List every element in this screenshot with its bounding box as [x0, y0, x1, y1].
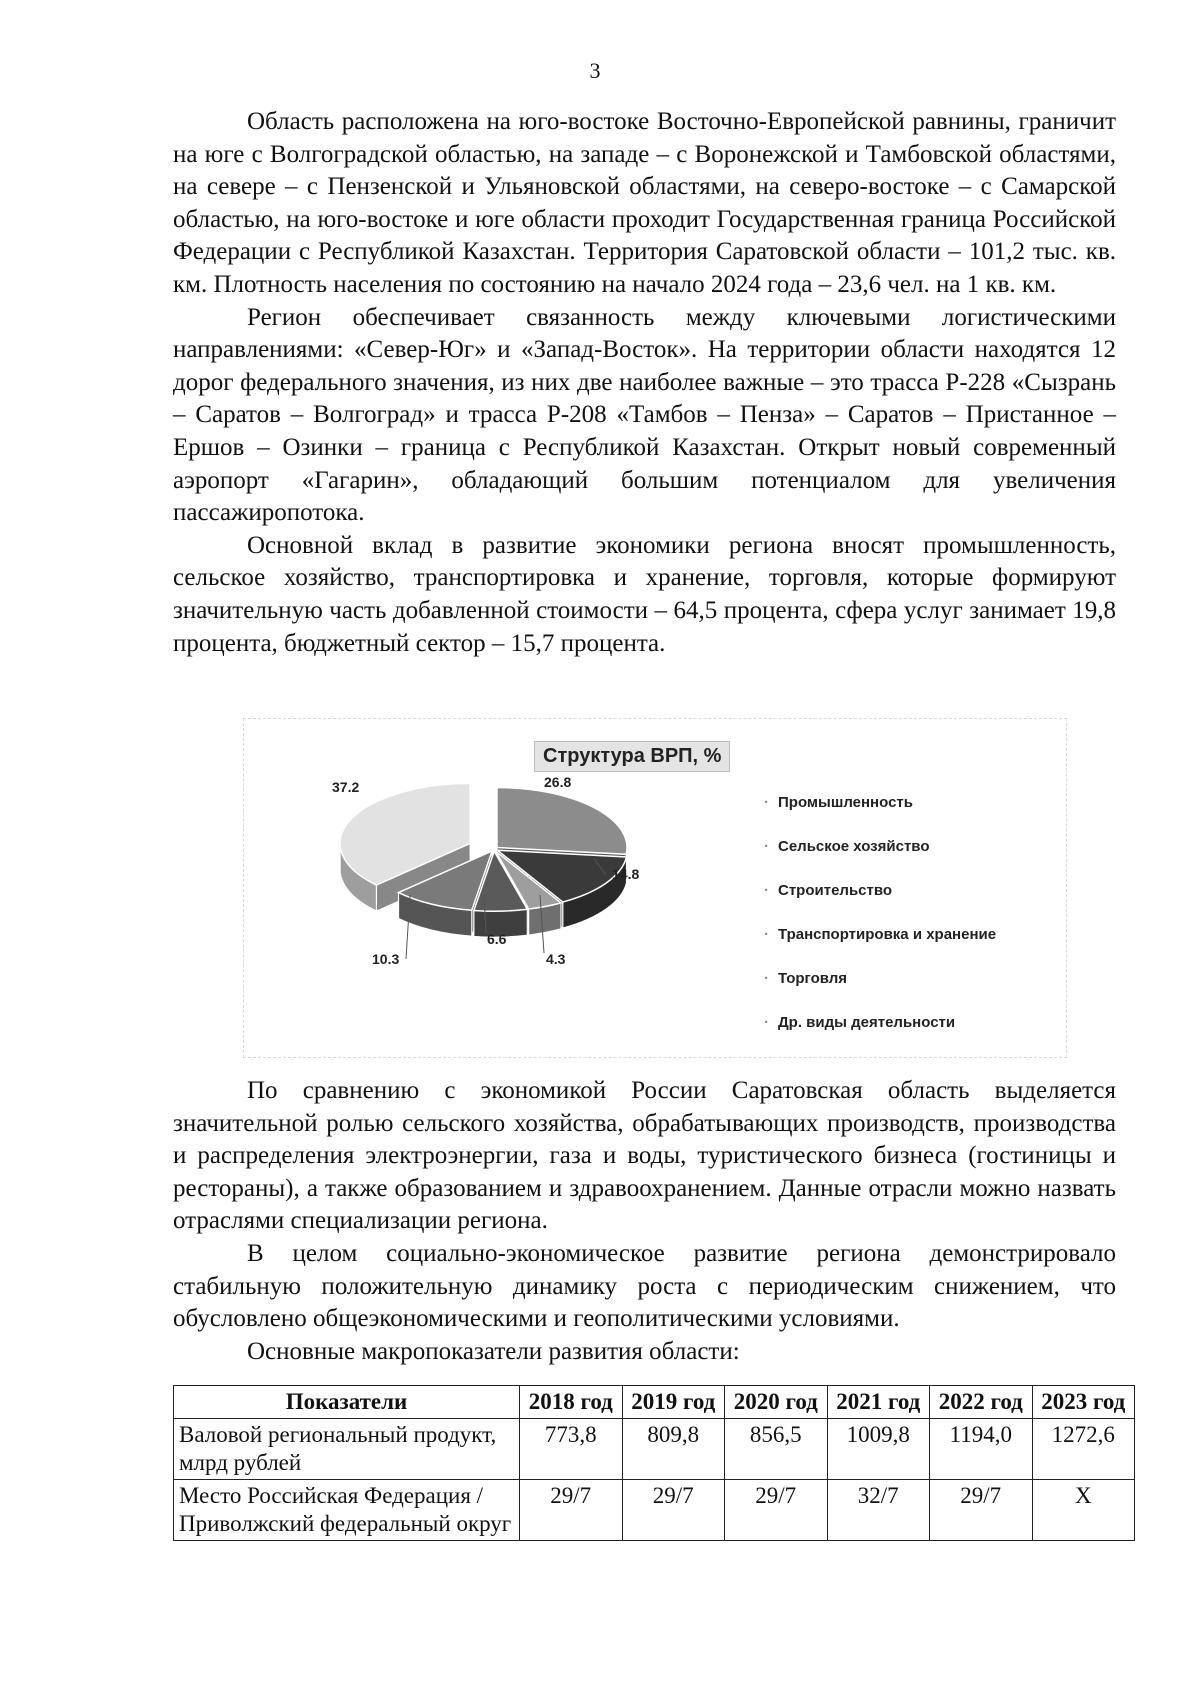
data-label: 4.3: [546, 951, 566, 967]
header-cell: 2019 год: [622, 1386, 725, 1419]
data-label: 37.2: [332, 779, 360, 795]
table-row: [174, 1480, 1135, 1541]
analysis-text: [173, 1075, 1116, 1368]
table-cell: Х: [1032, 1480, 1135, 1541]
data-label: 14.8: [612, 866, 640, 882]
table-cell: 809,8: [622, 1419, 725, 1480]
table-cell: 29/7: [725, 1480, 828, 1541]
table-header-row: [174, 1386, 1135, 1419]
table-caption: Основные макропоказатели развития области:: [247, 1337, 740, 1365]
paragraph: Область расположена на юго-востоке Восточно-Европейской равнины, граничит на юге с Волгоградской областью, на западе – с Воронежской и Тамбовской областями, на севере – с Пензенской и Ульяновской областями, на северо-востоке – с Самарской областью, на юго-востоке и юге области проходит Государственная граница Российской Федерации с Республикой Казахстан. Территория Саратовской области – 101,2 тыс. кв. км. Плотность населения по состоянию на начало 2024 года – 23,6 чел. на 1 кв. км.: [173, 108, 1116, 298]
header-cell: 2020 год: [725, 1386, 828, 1419]
table-cell: 773,8: [520, 1419, 623, 1480]
legend-item: [764, 969, 996, 1013]
legend-label: Промышленность: [778, 794, 913, 811]
data-label: 26.8: [544, 774, 572, 790]
paragraph: По сравнению с экономикой России Саратовская область выделяется значительной ролью сельского хозяйства, обрабатывающих производств, производства и распределения электроэнергии, газа и воды, туристического бизнеса (гостиницы и рестораны), а также образованием и здравоохранением. Данные отрасли можно назвать отраслями специализации региона.: [173, 1077, 1116, 1235]
paragraph: Регион обеспечивает связанность между ключевыми логистическими направлениями: «Север-Юг» и «Запад-Восток». На территории области находятся 12 дорог федерального значения, из них две наиболее важные – это трасса Р-228 «Сызрань – Саратов – Волгоград» и трасса Р-208 «Тамбов – Пенза» – Саратов – Пристанное – Ершов – Озинки – граница с Республикой Казахстан. Открыт новый современный аэропорт «Гагарин», обладающий большим потенциалом для увеличения пассажиропотока.: [173, 303, 1116, 527]
data-label: 10.3: [372, 951, 400, 967]
macro-indicators-table: [173, 1385, 1135, 1541]
legend-bullet-icon: ·: [764, 1014, 769, 1031]
header-cell: Показатели: [174, 1386, 520, 1419]
paragraph: Основной вклад в развитие экономики региона вносят промышленность, сельское хозяйство, транспортировка и хранение, торговля, которые формируют значительную часть добавленной стоимости – 64,5 процента, сфера услуг занимает 19,8 процента, бюджетный сектор – 15,7 процента.: [173, 531, 1116, 657]
legend-label: Транспортировка и хранение: [778, 926, 997, 943]
header-cell: 2022 год: [930, 1386, 1033, 1419]
pie-slice-промышленность: [497, 788, 627, 855]
table-cell: 1009,8: [827, 1419, 930, 1480]
table-cell: 856,5: [725, 1419, 828, 1480]
table-cell: 1194,0: [930, 1419, 1033, 1480]
header-cell: 2023 год: [1032, 1386, 1135, 1419]
legend-label: Сельское хозяйство: [778, 838, 930, 855]
legend-bullet-icon: ·: [764, 882, 769, 899]
table-cell: 29/7: [622, 1480, 725, 1541]
legend-bullet-icon: ·: [764, 794, 769, 811]
legend-bullet-icon: ·: [764, 926, 769, 943]
legend-bullet-icon: ·: [764, 838, 769, 855]
legend-item: [764, 1013, 996, 1057]
chart-title: Структура ВРП, %: [534, 741, 730, 772]
table-cell: 1272,6: [1032, 1419, 1135, 1480]
legend-item: [764, 837, 996, 881]
paragraph: В целом социально-экономическое развитие региона демонстрировало стабильную положительную динамику роста с периодическим снижением, что обусловлено общеэкономическими и геополитическими условиями.: [173, 1239, 1116, 1333]
legend-item: [764, 925, 996, 969]
intro-text: [173, 106, 1116, 660]
header-cell: 2021 год: [827, 1386, 930, 1419]
legend-label: Др. виды деятельности: [778, 1014, 956, 1031]
legend-label: Торговля: [778, 970, 848, 987]
legend-label: Строительство: [778, 882, 893, 899]
table-cell: 29/7: [520, 1480, 623, 1541]
page-number: 3: [589, 58, 601, 83]
legend-item: [764, 793, 996, 837]
data-label: 6.6: [487, 931, 507, 947]
grp-structure-chart: [243, 718, 1067, 1058]
legend-bullet-icon: ·: [764, 970, 769, 987]
table-cell: 32/7: [827, 1480, 930, 1541]
header-cell: 2018 год: [520, 1386, 623, 1419]
legend-item: [764, 881, 996, 925]
table-cell: 29/7: [930, 1480, 1033, 1541]
table-row: [174, 1419, 1135, 1480]
row-label: Место Российская Федерация / Приволжский федеральный округ: [174, 1480, 520, 1541]
row-label: Валовой региональный продукт, млрд рублей: [174, 1419, 520, 1480]
chart-legend: [764, 793, 996, 1057]
